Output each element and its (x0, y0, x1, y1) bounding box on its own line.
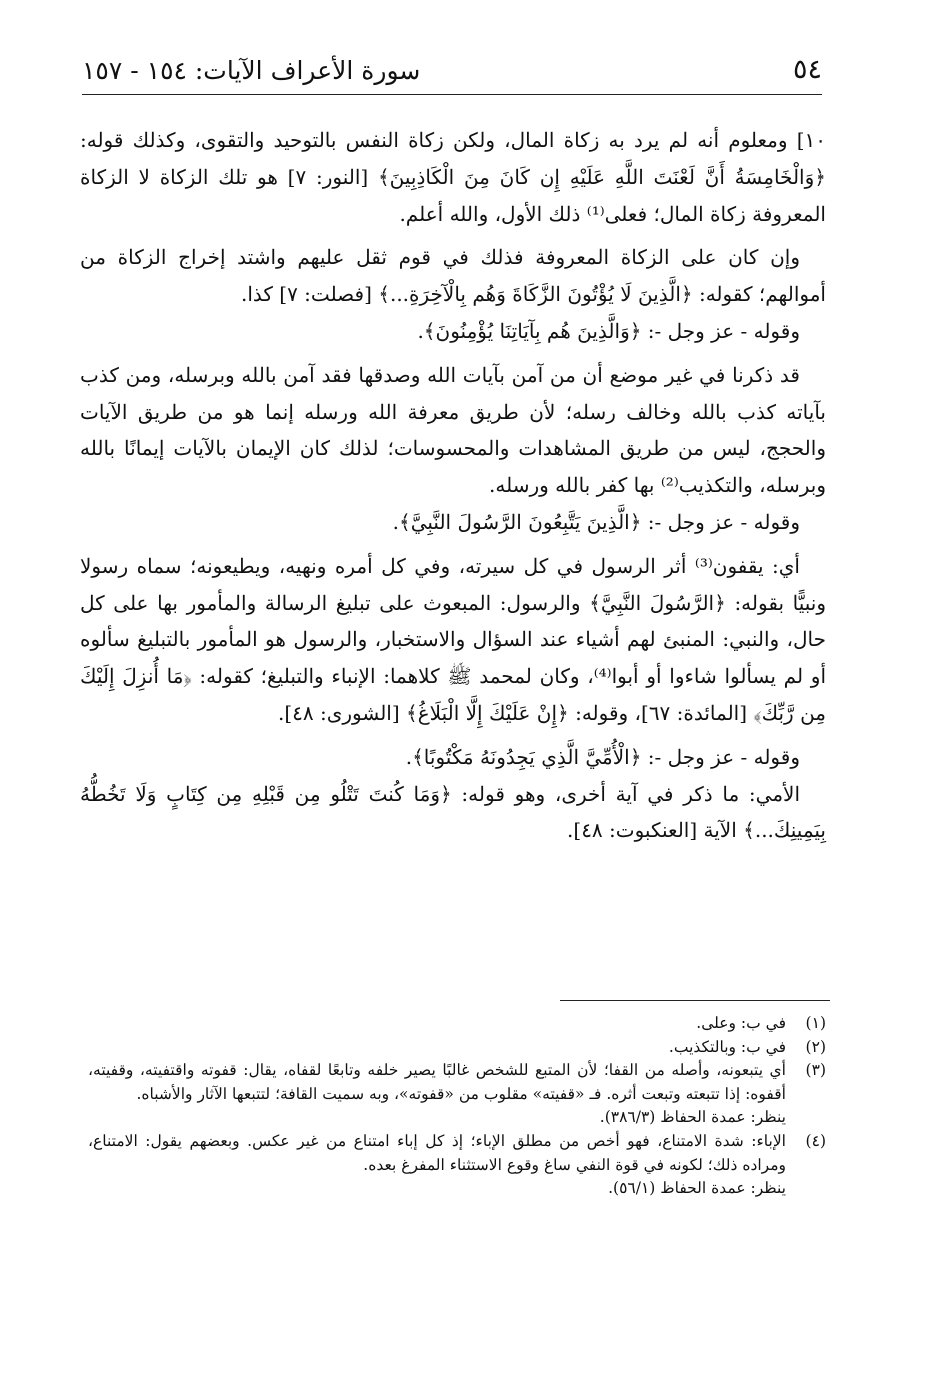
verse-heading: وقوله - عز وجل -: ﴿الَّذِينَ يَتَّبِعُونَ الرَّسُولَ النَّبِيَّ﴾. (392, 509, 800, 534)
footnote-number: (٣) (805, 1061, 826, 1080)
footnote-reference: ينظر: عمدة الحفاظ (٥٦/١). (608, 1179, 786, 1198)
footnote-number: (١) (805, 1014, 826, 1032)
verse-heading: وقوله - عز وجل -: ﴿وَالَّذِينَ هُم بِآيَاتِنَا يُؤْمِنُونَ﴾. (417, 318, 800, 343)
verse-heading: وقوله - عز وجل -: ﴿الْأُمِّيَّ الَّذِي يَجِدُونَهُ مَكْتُوبًا﴾. (405, 744, 800, 769)
footnote-text: أي يتبعونه، وأصله من القفا؛ لأن المتبع للشخص غالبًا يصير خلفه وتابعًا لقفاه، يقال: قفوته واقتفيته، وقفيته، أقفوه: إذا تتبعته وتبعت أثره. فـ «قفيته» مقلوب من «قفوته»، وبه سميت القافة؛ لتتبعها الآثار والأشباه. (88, 1061, 786, 1103)
main-text (80, 122, 826, 849)
footnote (88, 1059, 826, 1130)
footnote-text: الإباء: شدة الامتناع، فهو أخص من مطلق الإباء؛ إذ كل إباء امتناع من غير عكس. وبعضهم يقول: الامتناع، ومراده ذلك؛ لكونه في قوة النفي ساغ وقوع الاستثناء المفرغ بعده. (88, 1131, 786, 1174)
footnote (88, 1012, 826, 1036)
paragraph: الأمي: ما ذكر في آية أخرى، وهو قوله: ﴿وَمَا كُنتَ تَتْلُو مِن قَبْلِهِ مِن كِتَابٍ وَلَا تَخُطُّهُ بِيَمِينِكَ...﴾ الآية [العنكبوت: ٤٨]. (80, 781, 826, 843)
running-header (82, 50, 822, 95)
section-title: سورة الأعراف الآيات: ١٥٤ - ١٥٧ (82, 56, 421, 85)
footnotes (88, 1012, 826, 1201)
paragraph: أي: يقفون⁽³⁾ أثر الرسول في كل سيرته، وفي كل أمره ونهيه، ويطيعونه؛ سماه رسولا ونبيًّا بقوله: ﴿الرَّسُولَ النَّبِيَّ﴾ والرسول: المبعوث على تبليغ الرسالة والمأمور بها على كل حال، والنبي: المنبئ لهم أشياء عند السؤال والاستخبار، والرسول هو المأمور بالتبليغ سألوه أو لم يسألوا شاءوا أو أبوا⁽⁴⁾، وكان لمحمد ﷺ كلاهما: الإنباء والتبليغ؛ كقوله: ﴿مَا أُنزِلَ إِلَيْكَ مِن رَّبِّكَ﴾ [المائدة: ٦٧]، وقوله: ﴿إِنْ عَلَيْكَ إِلَّا الْبَلَاغُ﴾ [الشورى: ٤٨]. (80, 553, 826, 725)
footnote (88, 1036, 826, 1060)
paragraph: قد ذكرنا في غير موضع أن من آمن بآيات الله وصدقها فقد آمن بالله وبرسله، ومن كذب بآياته كذب بالله وخالف رسله؛ لأن طريق معرفة الله ورسله إنما هو من طريق الآيات والحجج، ليس من طريق المشاهدات والمحسوسات؛ لذلك كان الإيمان بالآيات إيمانًا بالله وبرسله، والتكذيب⁽²⁾ بها كفر بالله ورسله. (80, 362, 826, 498)
footnote-number: (٢) (805, 1037, 826, 1056)
footnote-text: في ب: وبالتكذيب. (668, 1037, 786, 1056)
footnote (88, 1130, 826, 1201)
paragraph: وإن كان على الزكاة المعروفة فذلك في قوم ثقل عليهم واشتد إخراج الزكاة من أموالهم؛ كقوله: ﴿الَّذِينَ لَا يُؤْتُونَ الزَّكَاةَ وَهُم بِالْآخِرَةِ...﴾ [فصلت: ٧] كذا. (80, 245, 826, 307)
page-number: ٥٤ (792, 54, 822, 85)
footnote-reference: ينظر: عمدة الحفاظ (٣٨٦/٣). (599, 1108, 786, 1127)
footnote-text: في ب: وعلى. (696, 1014, 786, 1032)
footnote-number: (٤) (805, 1131, 826, 1150)
paragraph: ١٠] ومعلوم أنه لم يرد به زكاة المال، ولكن زكاة النفس بالتوحيد والتقوى، وكذلك قوله: ﴿وَالْخَامِسَةُ أَنَّ لَعْنَتَ اللَّهِ عَلَيْهِ إِن كَانَ مِنَ الْكَاذِبِينَ﴾ [النور: ٧] هو تلك الزكاة لا الزكاة المعروفة زكاة المال؛ فعلى⁽¹⁾ ذلك الأول، والله أعلم. (80, 128, 826, 226)
footnote-divider (560, 1000, 830, 1001)
